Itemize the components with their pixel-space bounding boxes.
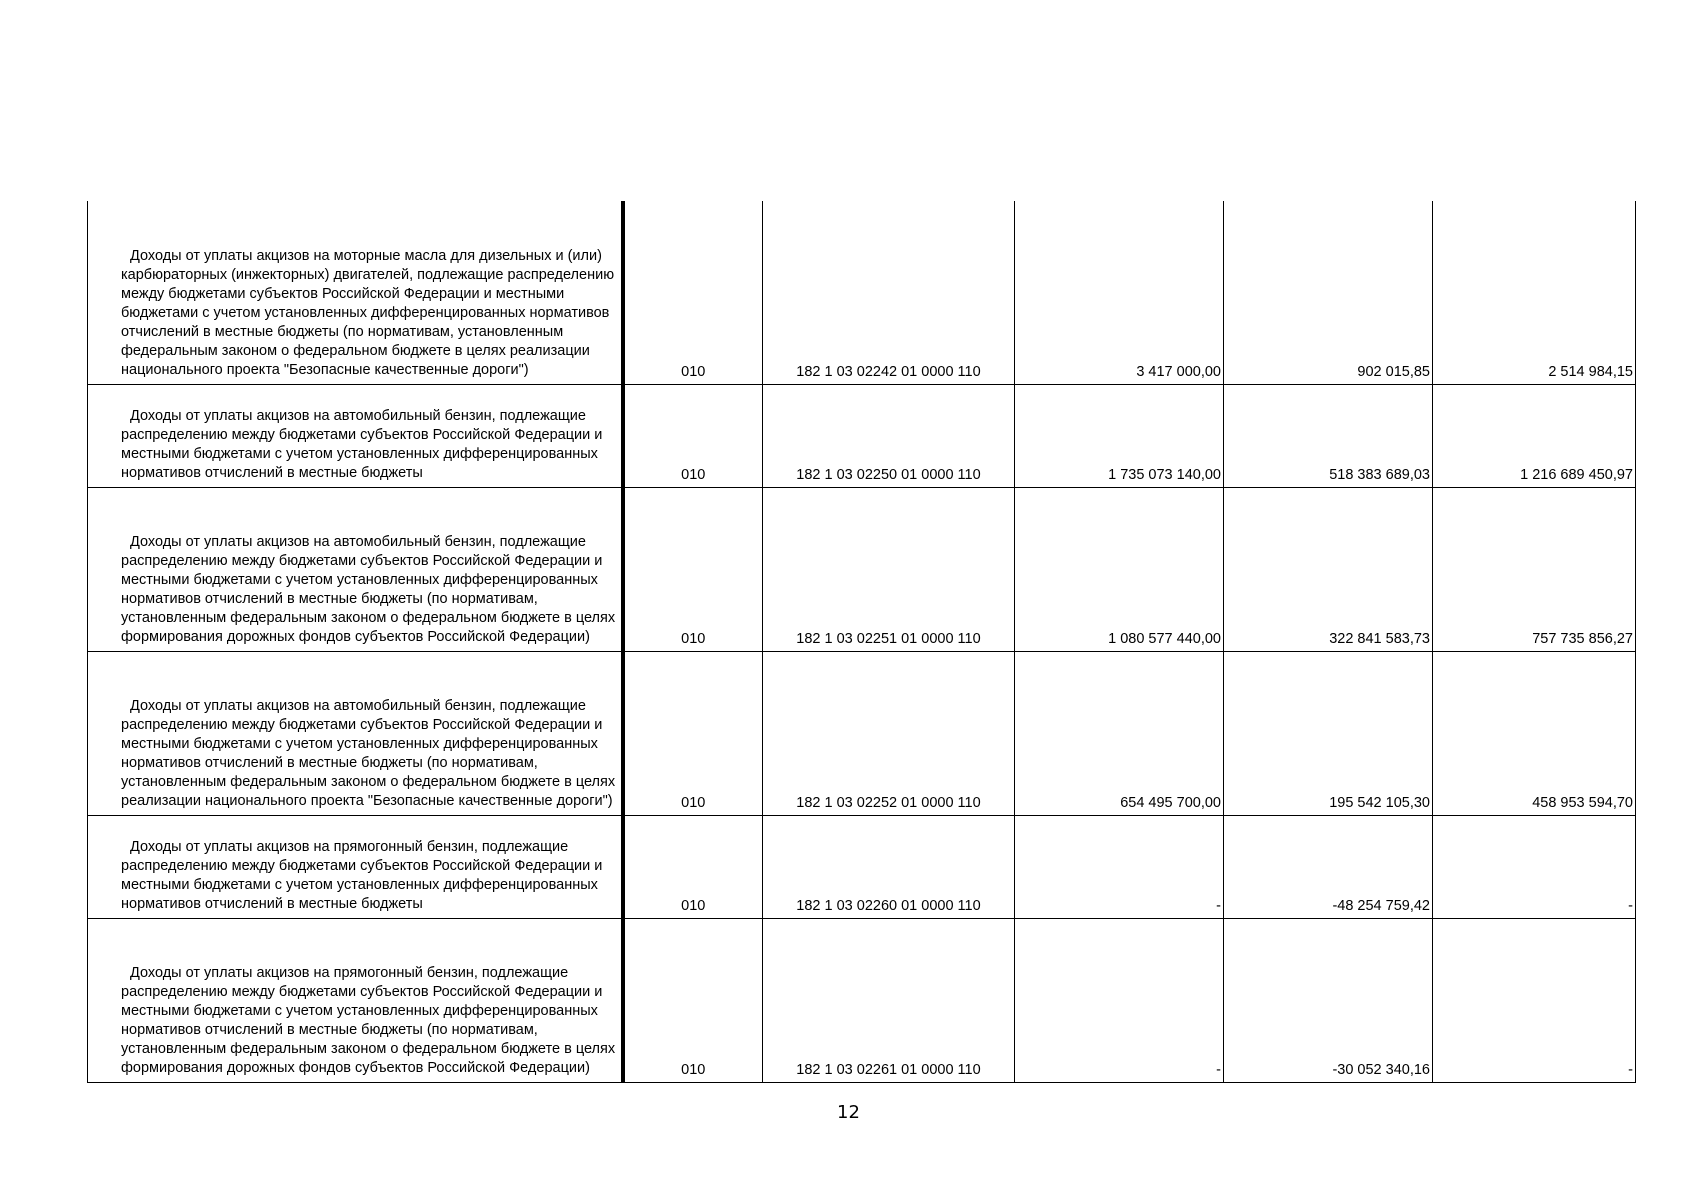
row-approved-amount: 1 080 577 440,00 xyxy=(1015,487,1224,651)
row-budget-code: 182 1 03 02260 01 0000 110 xyxy=(763,815,1015,918)
revenue-table xyxy=(87,201,1636,1083)
row-budget-code: 182 1 03 02261 01 0000 110 xyxy=(763,918,1015,1082)
table-row xyxy=(88,651,1636,815)
row-executed-amount: 518 383 689,03 xyxy=(1224,384,1433,487)
row-executed-amount: -48 254 759,42 xyxy=(1224,815,1433,918)
row-description: Доходы от уплаты акцизов на моторные масла для дизельных и (или) карбюраторных (инжекторных) двигателей, подлежащие распределению между бюджетами субъектов Российской Федерации и местными бюджетами с учетом установленных дифференцированных нормативов отчислений в местные бюджеты (по нормативам, установленным федеральным законом о федеральном бюджете в целях реализации национального проекта "Безопасные качественные дороги") xyxy=(88,201,623,384)
table-row xyxy=(88,487,1636,651)
table-row xyxy=(88,384,1636,487)
row-approved-amount: 3 417 000,00 xyxy=(1015,201,1224,384)
row-line-code: 010 xyxy=(623,201,763,384)
row-line-code: 010 xyxy=(623,384,763,487)
row-unexecuted-amount: 2 514 984,15 xyxy=(1433,201,1636,384)
row-line-code: 010 xyxy=(623,487,763,651)
table-row xyxy=(88,918,1636,1082)
row-approved-amount: 654 495 700,00 xyxy=(1015,651,1224,815)
row-budget-code: 182 1 03 02252 01 0000 110 xyxy=(763,651,1015,815)
row-line-code: 010 xyxy=(623,918,763,1082)
row-executed-amount: 902 015,85 xyxy=(1224,201,1433,384)
row-description: Доходы от уплаты акцизов на прямогонный бензин, подлежащие распределению между бюджетами субъектов Российской Федерации и местными бюджетами с учетом установленных дифференцированных нормативов отчислений в местные бюджеты (по нормативам, установленным федеральным законом о федеральном бюджете в целях формирования дорожных фондов субъектов Российской Федерации) xyxy=(88,918,623,1082)
row-line-code: 010 xyxy=(623,651,763,815)
row-description: Доходы от уплаты акцизов на автомобильный бензин, подлежащие распределению между бюджетами субъектов Российской Федерации и местными бюджетами с учетом установленных дифференцированных нормативов отчислений в местные бюджеты (по нормативам, установленным федеральным законом о федеральном бюджете в целях реализации национального проекта "Безопасные качественные дороги") xyxy=(88,651,623,815)
row-unexecuted-amount: 757 735 856,27 xyxy=(1433,487,1636,651)
row-line-code: 010 xyxy=(623,815,763,918)
table-row xyxy=(88,201,1636,384)
row-approved-amount: - xyxy=(1015,918,1224,1082)
row-description: Доходы от уплаты акцизов на прямогонный бензин, подлежащие распределению между бюджетами субъектов Российской Федерации и местными бюджетами с учетом установленных дифференцированных нормативов отчислений в местные бюджеты xyxy=(88,815,623,918)
row-description: Доходы от уплаты акцизов на автомобильный бензин, подлежащие распределению между бюджетами субъектов Российской Федерации и местными бюджетами с учетом установленных дифференцированных нормативов отчислений в местные бюджеты xyxy=(88,384,623,487)
row-unexecuted-amount: - xyxy=(1433,815,1636,918)
row-executed-amount: 195 542 105,30 xyxy=(1224,651,1433,815)
row-budget-code: 182 1 03 02250 01 0000 110 xyxy=(763,384,1015,487)
row-approved-amount: 1 735 073 140,00 xyxy=(1015,384,1224,487)
row-budget-code: 182 1 03 02242 01 0000 110 xyxy=(763,201,1015,384)
revenue-table-body xyxy=(88,201,1636,1082)
row-unexecuted-amount: 1 216 689 450,97 xyxy=(1433,384,1636,487)
row-executed-amount: 322 841 583,73 xyxy=(1224,487,1433,651)
row-approved-amount: - xyxy=(1015,815,1224,918)
row-executed-amount: -30 052 340,16 xyxy=(1224,918,1433,1082)
row-unexecuted-amount: 458 953 594,70 xyxy=(1433,651,1636,815)
row-description: Доходы от уплаты акцизов на автомобильный бензин, подлежащие распределению между бюджетами субъектов Российской Федерации и местными бюджетами с учетом установленных дифференцированных нормативов отчислений в местные бюджеты (по нормативам, установленным федеральным законом о федеральном бюджете в целях формирования дорожных фондов субъектов Российской Федерации) xyxy=(88,487,623,651)
table-row xyxy=(88,815,1636,918)
page-number: 12 xyxy=(837,1102,860,1123)
row-unexecuted-amount: - xyxy=(1433,918,1636,1082)
row-budget-code: 182 1 03 02251 01 0000 110 xyxy=(763,487,1015,651)
